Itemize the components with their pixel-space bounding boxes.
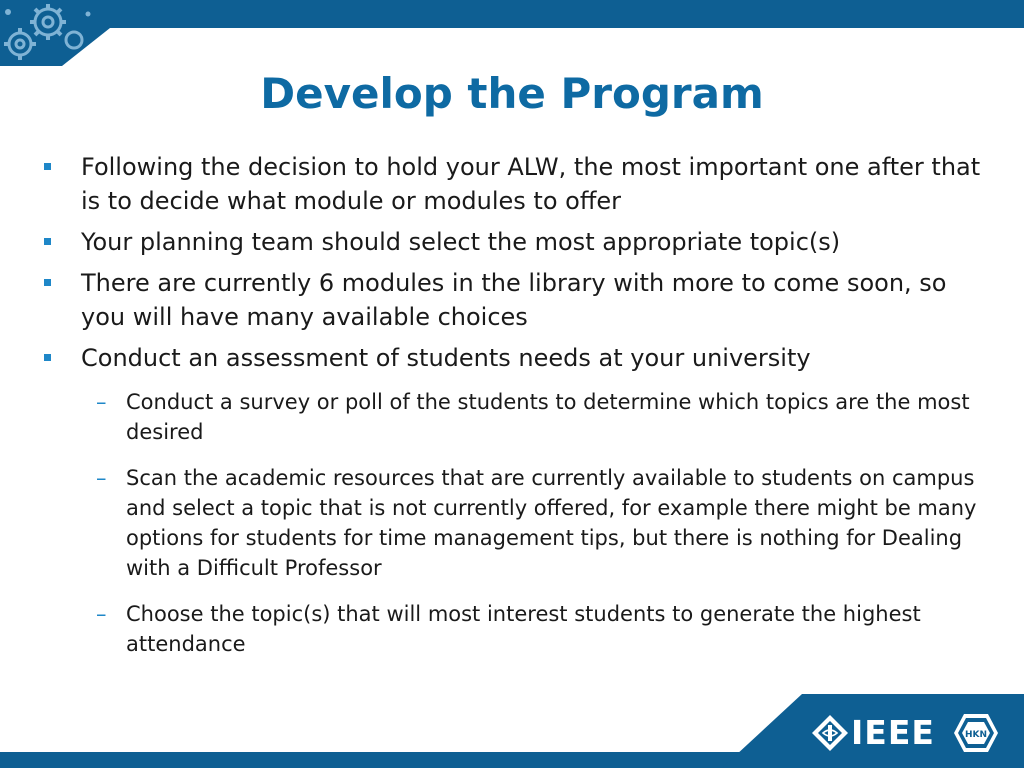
dash-bullet-icon: –	[96, 466, 107, 490]
dash-bullet-icon: –	[96, 602, 107, 626]
sub-bullet-item	[0, 387, 1024, 447]
dash-bullet-icon: –	[96, 390, 107, 414]
slide-content	[0, 150, 1024, 675]
bullet-item	[0, 266, 1024, 334]
hkn-badge-icon	[952, 712, 1000, 754]
sub-bullet-text: Scan the academic resources that are currently available to students on campus and select a topic that is not currently offered, for example there might be many options for students for time management tips, but there is nothing for Dealing with a Difficult Professor	[126, 466, 977, 580]
square-bullet-icon	[44, 354, 51, 361]
bullet-text: Following the decision to hold your ALW, the most important one after that is to decide what module or modules to offer	[81, 153, 981, 215]
sub-bullet-text: Choose the topic(s) that will most interest students to generate the highest attendance	[126, 602, 921, 656]
sub-bullet-text: Conduct a survey or poll of the students to determine which topics are the most desired	[126, 390, 970, 444]
bullet-text: Your planning team should select the most appropriate topic(s)	[81, 228, 841, 256]
slide-title: Develop the Program	[260, 69, 764, 118]
bullet-item	[0, 225, 1024, 259]
ieee-diamond-logo-icon	[810, 713, 850, 753]
hkn-badge-label: HKN	[964, 730, 988, 740]
bullet-item	[0, 341, 1024, 375]
square-bullet-icon	[44, 279, 51, 286]
sub-bullet-item	[0, 463, 1024, 583]
bullet-text: There are currently 6 modules in the library with more to come soon, so you will have many available choices	[81, 269, 947, 331]
sub-bullet-item	[0, 599, 1024, 659]
square-bullet-icon	[44, 163, 51, 170]
square-bullet-icon	[44, 238, 51, 245]
ieee-logo-text: IEEE	[851, 713, 935, 752]
bullet-item	[0, 150, 1024, 218]
gear-cluster-icon	[0, 0, 110, 66]
bullet-text: Conduct an assessment of students needs at your university	[81, 344, 811, 372]
top-header-band	[0, 0, 1024, 28]
